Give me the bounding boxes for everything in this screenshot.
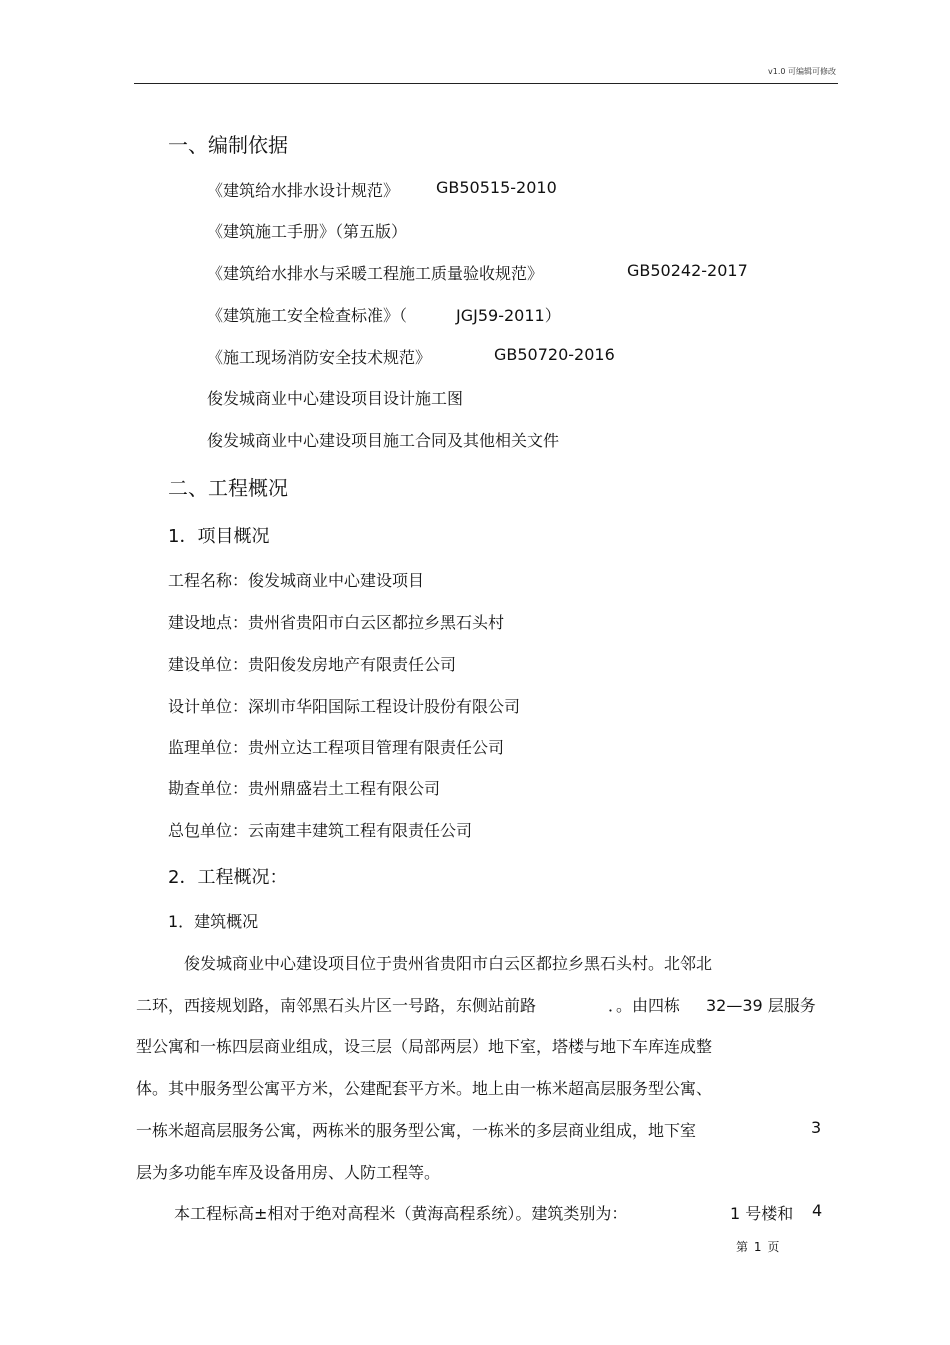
paragraph-line: 3 — [811, 1118, 822, 1137]
info-line: 监理单位：贵州立达工程项目管理有限责任公司 — [168, 738, 505, 757]
paragraph-line: 32—39 层服务 — [706, 996, 816, 1015]
paragraph-line: 俊发城商业中心建设项目位于贵州省贵阳市白云区都拉乡黑石头村。北邻北 — [184, 954, 713, 973]
paragraph-line: 4 — [812, 1201, 823, 1220]
subsection-title: 2．工程概况： — [168, 867, 288, 888]
paragraph-line: 本工程标高±相对于绝对高程米（黄海高程系统）。建筑类别为： — [174, 1204, 628, 1223]
ref-title: 《建筑施工手册》（第五版） — [207, 222, 408, 241]
paragraph-line: 体。其中服务型公寓平方米，公建配套平方米。地上由一栋米超高层服务型公寓、 — [136, 1079, 713, 1098]
paragraph-line: 1 号楼和 — [730, 1204, 794, 1223]
ref-title: 《施工现场消防安全技术规范》 — [207, 348, 432, 367]
ref-code: GB50242-2017 — [627, 261, 748, 280]
version-label: v1.0 可编辑可修改 — [768, 67, 836, 76]
info-line: 建设单位：贵阳俊发房地产有限责任公司 — [168, 655, 457, 674]
paragraph-line: 型公寓和一栋四层商业组成，设三层（局部两层）地下室，塔楼与地下车库连成整 — [136, 1037, 713, 1056]
paragraph-line: 一栋米超高层服务公寓，两栋米的服务型公寓，一栋米的多层商业组成，地下室 — [136, 1121, 697, 1140]
info-line: 建设地点：贵州省贵阳市白云区都拉乡黑石头村 — [168, 613, 505, 632]
ref-title: 俊发城商业中心建设项目施工合同及其他相关文件 — [207, 431, 560, 450]
paragraph-line: 层为多功能车库及设备用房、人防工程等。 — [136, 1163, 441, 1182]
info-line: 勘查单位：贵州鼎盛岩土工程有限公司 — [168, 779, 441, 798]
section-title-basis: 一、编制依据 — [168, 133, 288, 157]
ref-title: 《建筑给水排水设计规范》 — [207, 181, 400, 200]
ref-title: 《建筑施工安全检查标准》（ — [207, 306, 408, 325]
subsection-title: 1．项目概况 — [168, 526, 270, 547]
ref-title: 《建筑给水排水与采暖工程施工质量验收规范》 — [207, 264, 544, 283]
info-line: 工程名称：俊发城商业中心建设项目 — [168, 571, 425, 590]
paragraph-line: 二环，西接规划路，南邻黑石头片区一号路，东侧站前路 — [136, 996, 537, 1015]
page-number — [736, 1238, 781, 1255]
page-num: 1 — [753, 1240, 762, 1254]
info-line: 总包单位：云南建丰建筑工程有限责任公司 — [168, 821, 473, 840]
page-prefix: 第 — [736, 1240, 749, 1254]
info-line: 设计单位：深圳市华阳国际工程设计股份有限公司 — [168, 697, 521, 716]
ref-code: GB50515-2010 — [436, 178, 557, 197]
page-suffix: 页 — [767, 1240, 780, 1254]
paragraph-line: ．。由四栋 — [608, 996, 681, 1015]
ref-code: GB50720-2016 — [494, 345, 615, 364]
ref-code: JGJ59-2011） — [456, 306, 561, 325]
header-divider — [134, 83, 838, 84]
subsection-title: 1．建筑概况 — [168, 912, 259, 931]
ref-title: 俊发城商业中心建设项目设计施工图 — [207, 389, 464, 408]
section-title-overview: 二、工程概况 — [168, 476, 288, 500]
